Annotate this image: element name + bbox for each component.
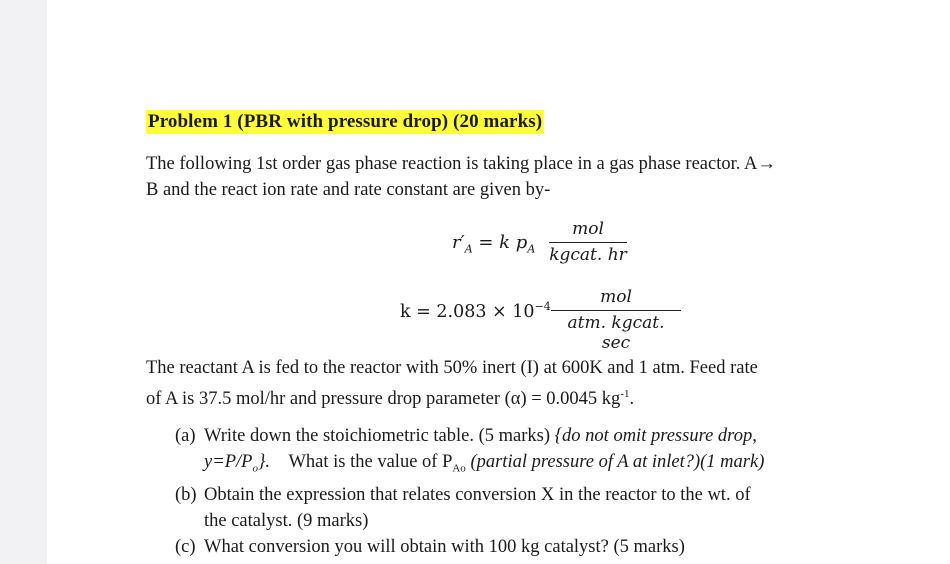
feed-paragraph: [146, 355, 846, 412]
question-a-text2: What is the value of P: [288, 452, 453, 472]
rate-lhs-sub: A: [464, 242, 473, 256]
rate-mid-sub: A: [527, 242, 536, 256]
question-c: [175, 534, 895, 560]
k-value: k = 2.083 × 10: [400, 301, 535, 322]
question-a-italic2-end: }.: [257, 452, 270, 472]
question-a-text2-sub: Ao: [452, 462, 466, 475]
rate-constant-equation: [400, 300, 551, 322]
feed-line-2-text: of A is 37.5 mol/hr and pressure drop parameter (α) = 0.0045 kg: [146, 389, 621, 410]
intro-line-1: The following 1st order gas phase reaction is taking place in a gas phase reactor. A→: [146, 154, 776, 174]
question-b: [175, 482, 895, 534]
question-b-text2: the catalyst. (9 marks): [204, 510, 369, 531]
rate-units-fraction: [549, 219, 627, 265]
rate-mid: = k p: [472, 232, 528, 253]
question-a-italic1: {do not omit pressure drop,: [554, 426, 757, 446]
feed-line-1: The reactant A is fed to the reactor with 50% inert (I) at 600K and 1 atm. Feed rate: [146, 358, 758, 378]
rate-units-num: mol: [572, 219, 604, 239]
k-units-fraction: [551, 287, 681, 353]
rate-units-den: kgcat. hr: [549, 242, 627, 265]
problem-title: Problem 1 (PBR with pressure drop) (20 marks): [148, 111, 543, 132]
feed-line-2: [146, 381, 846, 412]
intro-line-2: B and the react ion rate and rate constant are given by-: [146, 180, 551, 200]
question-a-italic3: (partial pressure of A at inlet?)(1 mark): [465, 452, 765, 472]
question-list: [175, 423, 895, 560]
question-b-text1: Obtain the expression that relates conversion X in the reactor to the wt. of: [204, 484, 751, 505]
feed-line-2-end: .: [629, 389, 635, 410]
feed-line-2-sup: -1: [620, 388, 630, 400]
question-a-italic2: y=P/P: [204, 452, 253, 472]
question-a-italic2-sub: o: [252, 462, 258, 475]
question-c-text: What conversion you will obtain with 100 kg catalyst? (5 marks): [204, 536, 685, 557]
intro-paragraph: [146, 151, 846, 203]
rate-equation: [452, 232, 535, 256]
k-exponent: −4: [534, 300, 551, 313]
question-b-label: (b): [175, 484, 197, 505]
question-a-text: Write down the stoichiometric table. (5 marks): [204, 426, 555, 446]
k-units-den: atm. kgcat. sec: [551, 310, 681, 353]
question-a: [175, 423, 895, 482]
question-a-label: (a): [175, 426, 196, 446]
left-margin-strip: [0, 0, 47, 564]
k-units-num: mol: [600, 287, 632, 307]
rate-lhs: r′: [452, 232, 465, 253]
question-c-label: (c): [175, 536, 196, 557]
